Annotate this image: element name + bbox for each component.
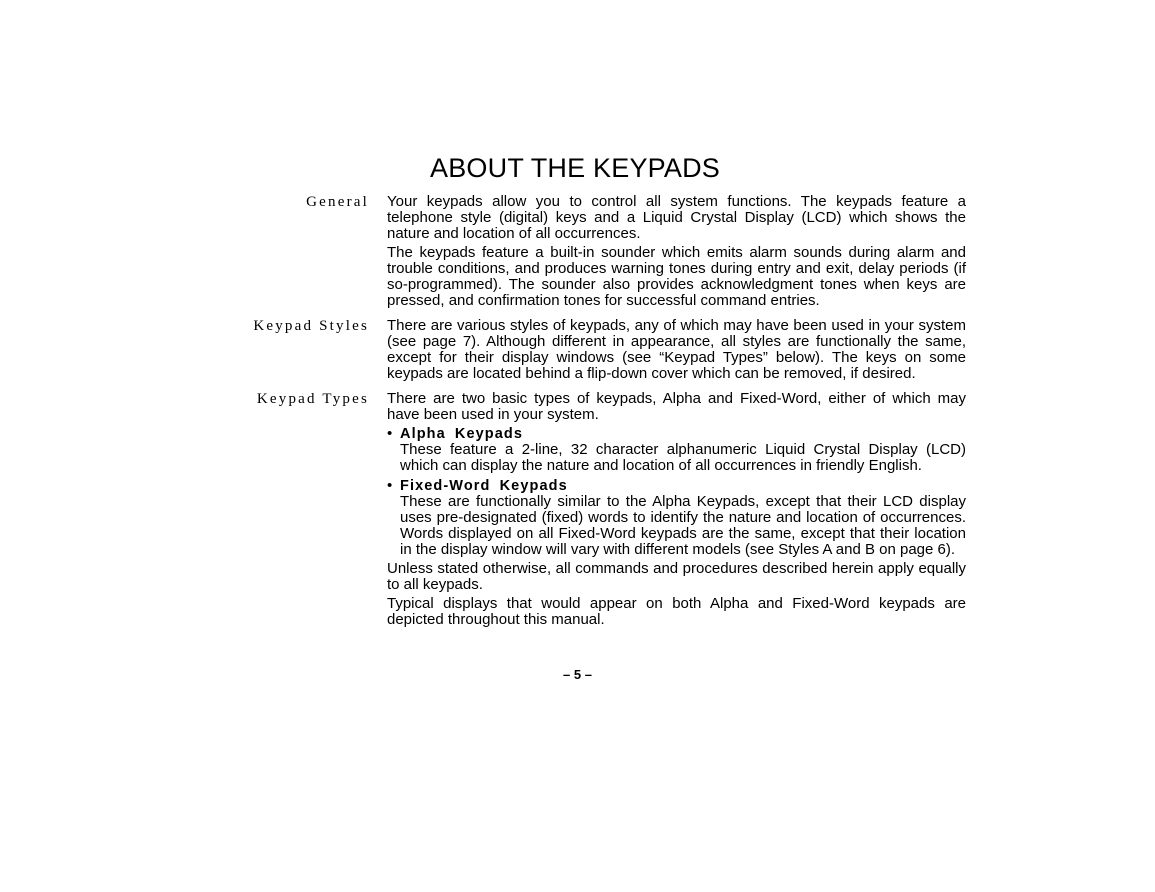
bullet-marker: • xyxy=(387,425,393,442)
section-label-keypad-styles: Keypad Styles xyxy=(253,318,369,334)
styles-paragraph-1: There are various styles of keypads, any of which may have been used in your system (see page 7). Although different in appearance, all styles are functionally the same, except for their display windows (see “Keypad Types” below). The keys on some keypads are located behind a flip-down cover which can be removed, if desired. xyxy=(387,317,966,382)
bullet-text-fixed-word: These are functionally similar to the Alpha Keypads, except that their LCD display uses pre-designated (fixed) words to identify the nature and location of occurrences. Words displayed on all Fixed-Word keypads are the same, except that their location in the display window will vary with different models (see Styles A and B on page 6). xyxy=(400,493,966,558)
section-body-general xyxy=(387,194,966,309)
bullet-alpha-keypads xyxy=(387,426,966,474)
section-label-general: General xyxy=(306,194,369,210)
bullet-heading-fixed-word: Fixed-Word Keypads xyxy=(400,478,568,494)
bullet-marker: • xyxy=(387,477,393,494)
bullet-heading-alpha: Alpha Keypads xyxy=(400,426,524,442)
section-label-keypad-types: Keypad Types xyxy=(256,391,369,407)
general-paragraph-1: Your keypads allow you to control all system functions. The keypads feature a telephone style (digital) keys and a Liquid Crystal Display (LCD) which shows the nature and location of all occurrences. xyxy=(387,193,966,242)
page-title-text: ABOUT THE KEYPADS xyxy=(430,153,720,183)
section-body-keypad-styles xyxy=(387,318,966,382)
page-number: – 5 – xyxy=(563,667,592,682)
types-paragraph-2: Unless stated otherwise, all commands and procedures described herein apply equally to all keypads. xyxy=(387,560,966,593)
types-paragraph-3: Typical displays that would appear on both Alpha and Fixed-Word keypads are depicted throughout this manual. xyxy=(387,595,966,628)
bullet-fixed-word-keypads xyxy=(387,478,966,558)
section-body-keypad-types xyxy=(387,391,966,628)
types-paragraph-1: There are two basic types of keypads, Alpha and Fixed-Word, either of which may have been used in your system. xyxy=(387,390,966,423)
general-paragraph-2: The keypads feature a built-in sounder which emits alarm sounds during alarm and trouble conditions, and produces warning tones during entry and exit, delay periods (if so-programmed). The sounder also provides acknowledgment tones when keys are pressed, and confirmation tones for successful command entries. xyxy=(387,244,966,309)
page-title xyxy=(0,153,1155,184)
bullet-text-alpha: These feature a 2-line, 32 character alphanumeric Liquid Crystal Display (LCD) which can display the nature and location of all occurrences in friendly English. xyxy=(400,441,966,474)
